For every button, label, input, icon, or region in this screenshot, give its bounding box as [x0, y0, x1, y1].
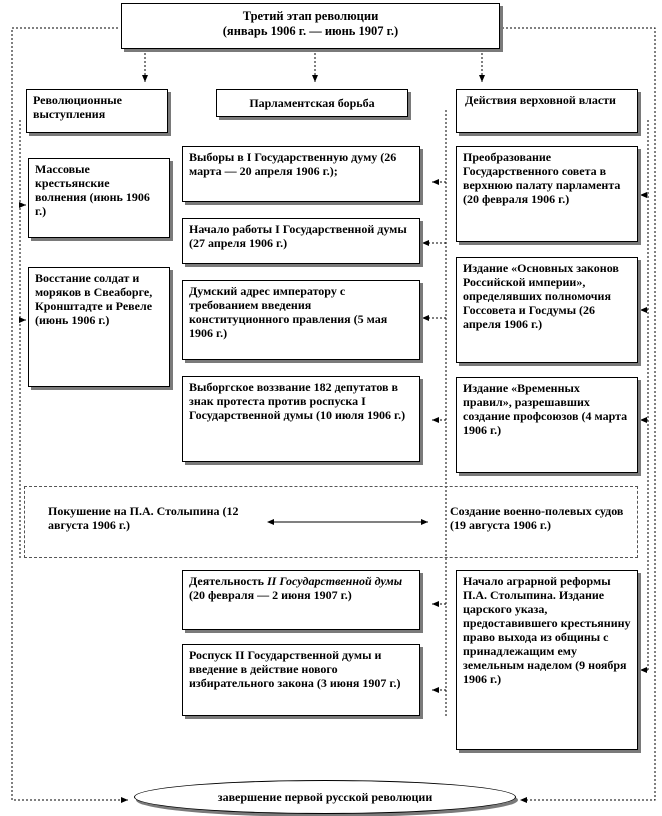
duma2-prefix: Деятельность — [189, 574, 267, 588]
band-right-text: Создание военно-полевых судов (19 августа 1906 г.) — [450, 504, 624, 532]
middle-item-duma2 — [182, 570, 420, 630]
middle-item-vyborg: Выборгское воззвание 182 депутатов в знак протеста против роспуска I Государственной думы (10 июля 1906 г.) — [182, 376, 420, 462]
right-item-basic-laws: Издание «Основных законов Российской империи», определявших полномочия Госсовета и Госдумы (26 апреля 1906 г.) — [456, 257, 638, 363]
right-item-state-council: Преобразование Государственного совета в верхнюю палату парламента (20 февраля 1906 г.) — [456, 146, 638, 242]
header-box — [121, 3, 500, 49]
middle-item-dissolution: Роспуск II Государственной думы и введение в действие нового избирательного закона (3 июня 1907 г.) — [182, 644, 420, 716]
left-item-peasant-unrest: Массовые крестьянские волнения (июнь 1906 г.) — [28, 158, 170, 238]
middle-item-duma-start: Начало работы I Государственной думы (27 апреля 1906 г.) — [182, 218, 420, 264]
duma2-suffix: (20 февраля — 2 июня 1907 г.) — [189, 588, 352, 602]
header-line2: (январь 1906 г. — июнь 1907 г.) — [222, 24, 399, 38]
middle-item-elections: Выборы в I Государственную думу (26 марта — 20 апреля 1906 г.); — [182, 146, 420, 202]
left-item-uprising: Восстание солдат и моряков в Свеаборге, Кронштадте и Ревеле (июнь 1906 г.) — [28, 267, 170, 387]
right-item-agrarian-reform: Начало аграрной реформы П.А. Столыпина. Издание царского указа, предоставившего крестьянину право выхода из общины с принадлежащим ему земельным наделом (9 ноября 1906 г.) — [456, 570, 638, 750]
middle-item-address: Думский адрес императору с требованием введения конституционного правления (5 мая 1906 г.) — [182, 280, 420, 360]
band-left-text: Покушение на П.А. Столыпина (12 августа 1906 г.) — [48, 504, 239, 532]
right-item-temporary-rules: Издание «Временных правил», разрешавших создание профсоюзов (4 марта 1906 г.) — [456, 377, 638, 473]
header-line1: Третий этап революции — [242, 9, 379, 23]
column-right-header: Действия верховной власти — [456, 89, 638, 133]
column-left-header: Революционные выступления — [26, 89, 168, 133]
outer-left-line — [12, 28, 128, 800]
column-middle-header: Парламентская борьба — [216, 89, 408, 117]
duma2-italic: II Государственной думы — [267, 574, 403, 588]
footer-ellipse: завершение первой русской революции — [134, 780, 516, 814]
